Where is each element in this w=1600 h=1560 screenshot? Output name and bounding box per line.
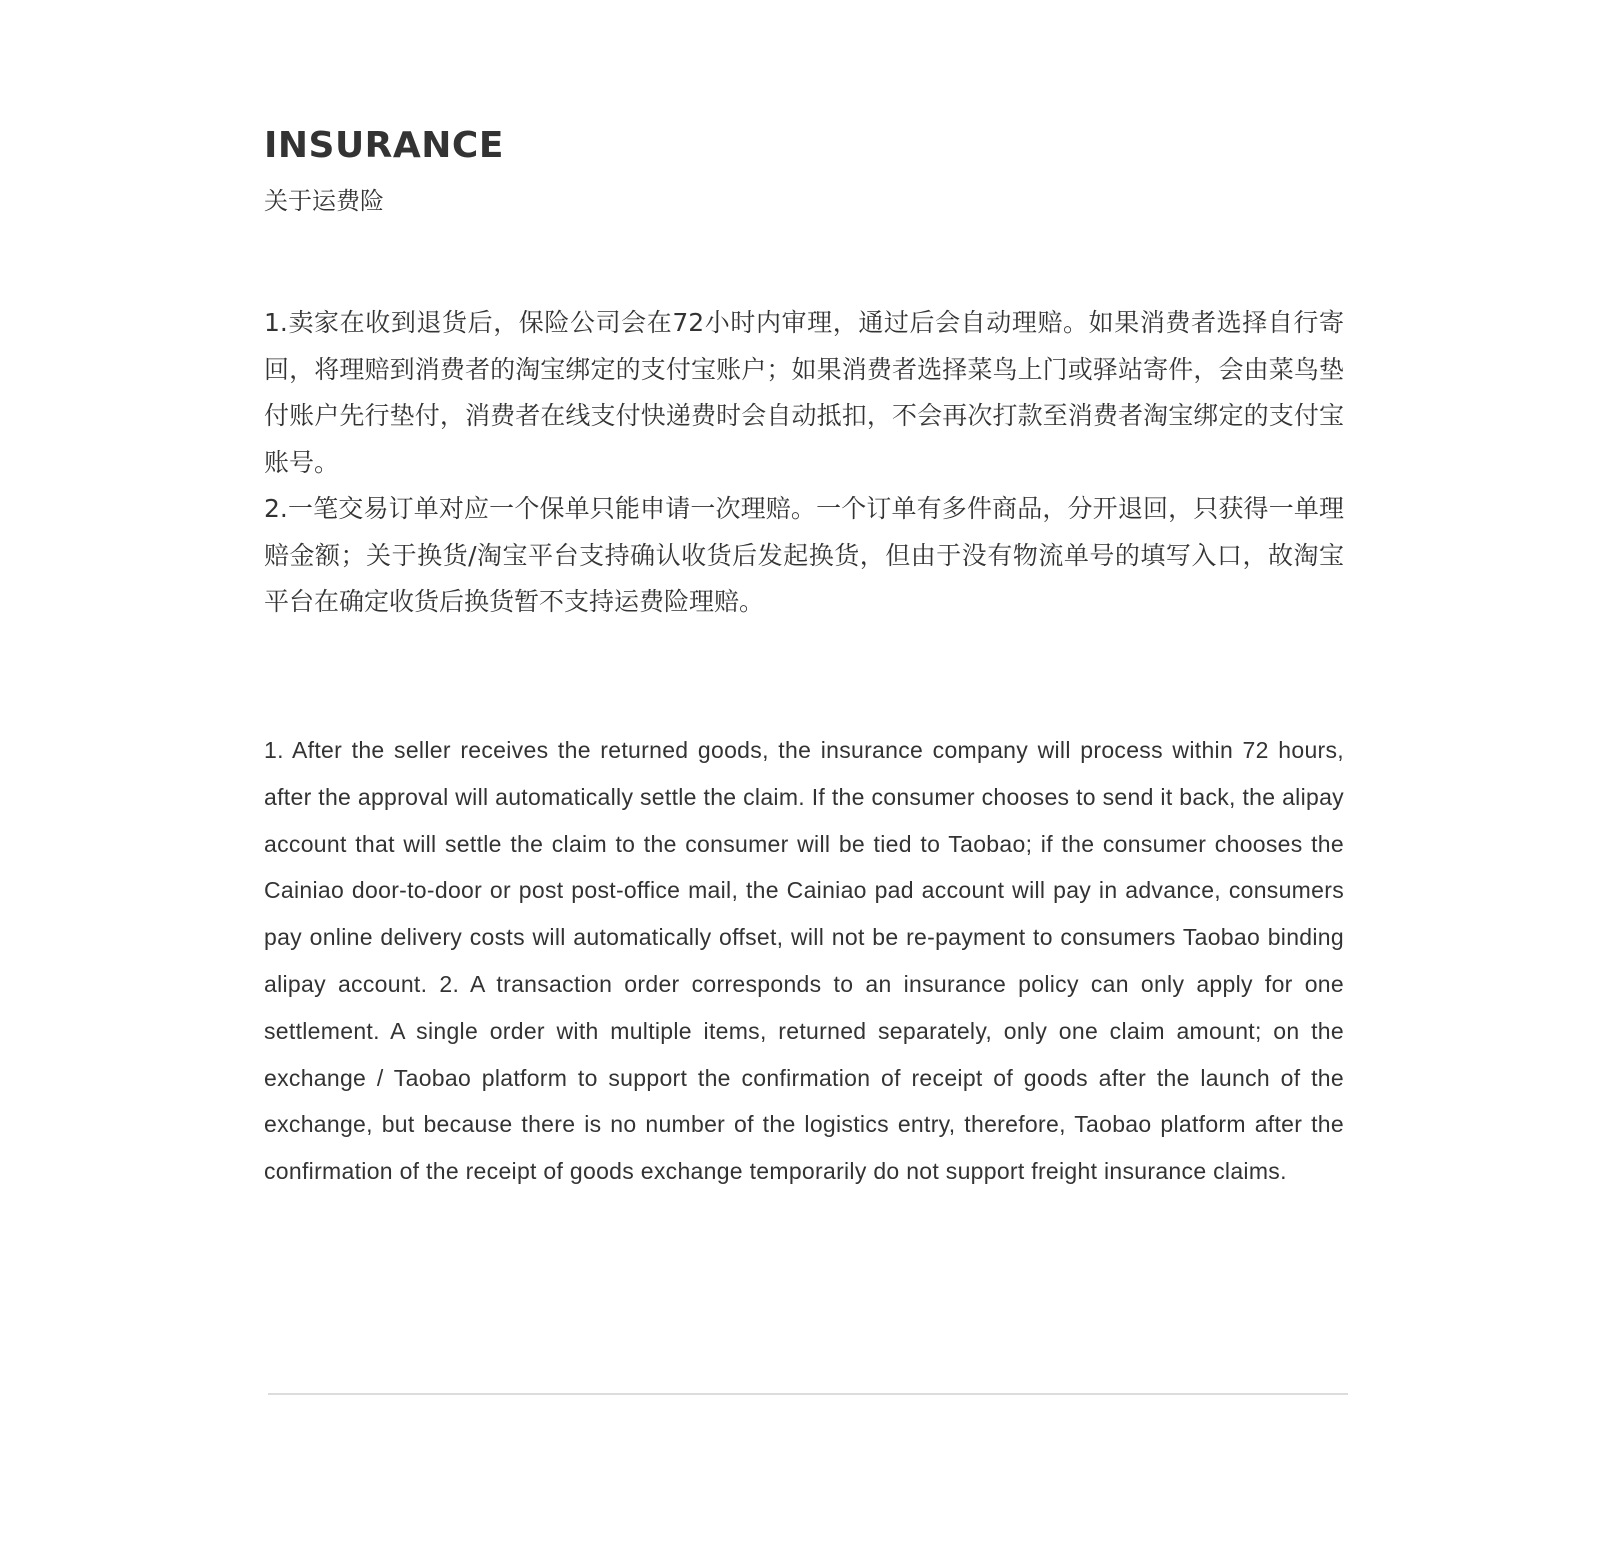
page-title: INSURANCE [264, 125, 504, 166]
english-terms [264, 727, 1344, 1195]
chinese-terms [264, 300, 1344, 626]
bottom-divider [268, 1393, 1348, 1395]
chinese-paragraph-2: 2.一笔交易订单对应一个保单只能申请一次理赔。一个订单有多件商品，分开退回，只获得一单理赔金额；关于换货/淘宝平台支持确认收货后发起换货，但由于没有物流单号的填写入口，故淘宝平台在确定收货后换货暂不支持运费险理赔。 [264, 494, 1344, 616]
page-subtitle: 关于运费险 [264, 187, 384, 215]
chinese-paragraph-1: 1.卖家在收到退货后，保险公司会在72小时内审理，通过后会自动理赔。如果消费者选择自行寄回，将理赔到消费者的淘宝绑定的支付宝账户；如果消费者选择菜鸟上门或驿站寄件，会由菜鸟垫付账户先行垫付，消费者在线支付快递费时会自动抵扣，不会再次打款至消费者淘宝绑定的支付宝账号。 [264, 308, 1344, 477]
english-paragraph: 1. After the seller receives the returned goods, the insurance company will process within 72 hours, after the approval will automatically settle the claim. If the consumer chooses to send it back, the alipay account that will settle the claim to the consumer will be tied to Taobao; if the consumer chooses the Cainiao door-to-door or post post-office mail, the Cainiao pad account will pay in advance, consumers pay online delivery costs will automatically offset, will not be re-payment to consumers Taobao binding alipay account. 2. A transaction order corresponds to an insurance policy can only apply for one settlement. A single order with multiple items, returned separately, only one claim amount; on the exchange / Taobao platform to support the confirmation of receipt of goods after the launch of the exchange, but because there is no number of the logistics entry, therefore, Taobao platform after the confirmation of the receipt of goods exchange temporarily do not support freight insurance claims. [264, 737, 1344, 1185]
